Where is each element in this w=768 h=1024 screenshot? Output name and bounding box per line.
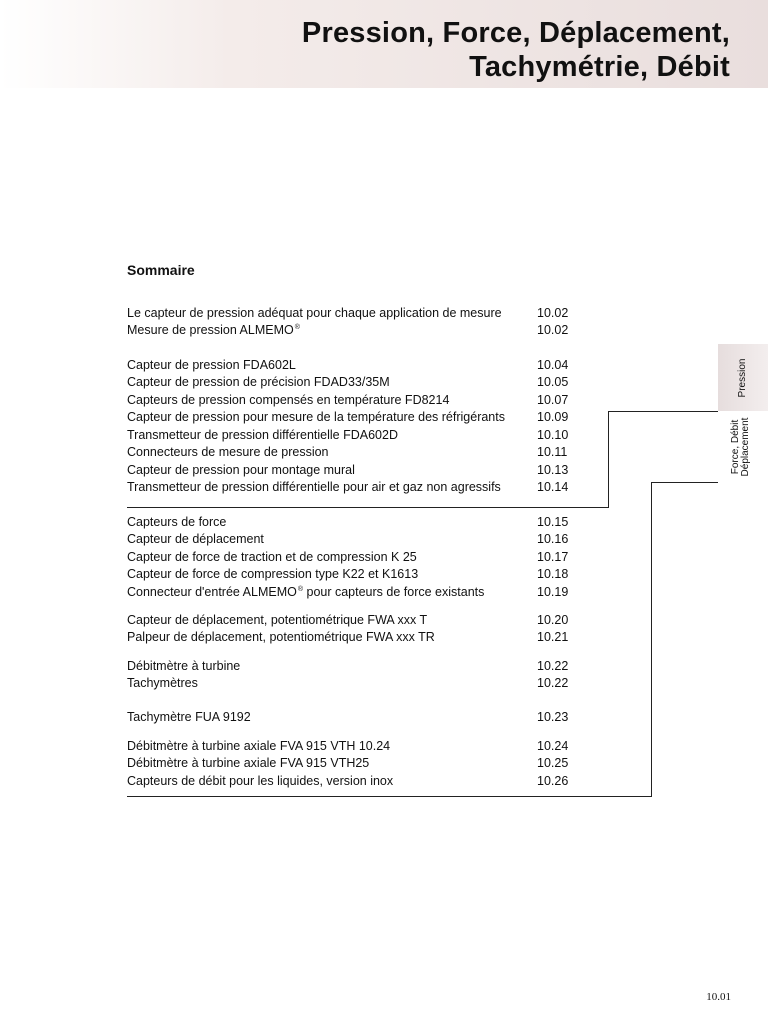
toc-page: 10.07 bbox=[537, 393, 569, 407]
section-bracket-pression bbox=[608, 411, 609, 508]
toc-label: Capteur de force de compression type K22 et K1613 bbox=[127, 567, 419, 581]
toc-label: Capteurs de débit pour les liquides, version inox bbox=[127, 774, 394, 788]
toc-page: 10.04 bbox=[537, 358, 569, 372]
toc-page: 10.22 bbox=[537, 676, 569, 690]
toc-page: 10.19 bbox=[537, 585, 569, 599]
section-divider-pression bbox=[127, 507, 608, 508]
side-tab-line-2: Déplacement bbox=[740, 417, 751, 477]
toc-label: Transmetteur de pression différentielle FDA602D bbox=[127, 428, 398, 442]
toc-label: Débitmètre à turbine axiale FVA 915 VTH25 bbox=[127, 756, 370, 770]
toc-label-text: Connecteur d'entrée ALMEMO bbox=[127, 585, 297, 599]
toc-page: 10.18 bbox=[537, 567, 569, 581]
toc-label: Capteur de force de traction et de compression K 25 bbox=[127, 550, 417, 564]
toc-label: Capteur de pression de précision FDAD33/35M bbox=[127, 375, 390, 389]
side-tab-line-1: Force, Débit bbox=[730, 419, 741, 475]
toc-page: 10.09 bbox=[537, 410, 569, 424]
registered-mark: ® bbox=[294, 324, 300, 331]
page-title-line-1: Pression, Force, Déplacement, bbox=[301, 17, 730, 49]
toc-page: 10.22 bbox=[537, 659, 569, 673]
toc-page: 10.13 bbox=[537, 463, 569, 477]
section-divider-force-debit bbox=[127, 796, 651, 797]
toc-page: 10.16 bbox=[537, 532, 569, 546]
toc-label: Capteur de pression pour montage mural bbox=[127, 463, 355, 477]
toc-label: Capteurs de pression compensés en température FD8214 bbox=[127, 393, 450, 407]
toc-label: Capteur de pression pour mesure de la température des réfrigérants bbox=[127, 410, 505, 424]
tab-connector-force-debit bbox=[651, 482, 718, 483]
registered-mark: ® bbox=[297, 586, 304, 593]
toc-label: Débitmètre à turbine bbox=[127, 659, 241, 673]
toc-label: Tachymètres bbox=[127, 676, 198, 690]
toc-page: 10.24 bbox=[537, 739, 569, 753]
side-tab-force-debit[interactable] bbox=[718, 412, 768, 482]
toc-page: 10.25 bbox=[537, 756, 569, 770]
toc-page: 10.05 bbox=[537, 375, 569, 389]
toc-page: 10.15 bbox=[537, 515, 569, 529]
toc-label: Capteur de pression FDA602L bbox=[127, 358, 296, 372]
toc-page: 10.10 bbox=[537, 428, 569, 442]
sommaire-heading: Sommaire bbox=[127, 262, 195, 278]
toc-page: 10.02 bbox=[537, 306, 569, 320]
page-number: 10.01 bbox=[706, 991, 731, 1003]
toc-page: 10.21 bbox=[537, 630, 569, 644]
toc-page: 10.20 bbox=[537, 613, 569, 627]
toc-label: Débitmètre à turbine axiale FVA 915 VTH 10.24 bbox=[127, 739, 391, 753]
toc-label: Capteurs de force bbox=[127, 515, 227, 529]
side-tab-force-debit-label bbox=[731, 410, 751, 484]
section-bracket-force-debit bbox=[651, 482, 652, 797]
toc-page: 10.23 bbox=[537, 710, 569, 724]
page-title-line-2: Tachymétrie, Débit bbox=[469, 51, 730, 83]
toc-label-text: Mesure de pression ALMEMO bbox=[127, 323, 294, 337]
toc-page: 10.02 bbox=[537, 323, 569, 337]
toc-label: Capteur de déplacement bbox=[127, 532, 264, 546]
tab-connector-pression bbox=[608, 411, 718, 412]
toc-label: Le capteur de pression adéquat pour chaque application de mesure bbox=[127, 306, 502, 320]
toc-label: Connecteurs de mesure de pression bbox=[127, 445, 329, 459]
toc-label bbox=[127, 323, 300, 337]
toc-label: Capteur de déplacement, potentiométrique FWA xxx T bbox=[127, 613, 428, 627]
toc-label bbox=[127, 585, 484, 599]
toc-label: Tachymètre FUA 9192 bbox=[127, 710, 251, 724]
side-tab-pression[interactable] bbox=[718, 344, 768, 411]
toc-page: 10.11 bbox=[537, 445, 568, 459]
toc-label: Palpeur de déplacement, potentiométrique FWA xxx TR bbox=[127, 630, 435, 644]
toc-page: 10.14 bbox=[537, 480, 569, 494]
toc-label: Transmetteur de pression différentielle pour air et gaz non agressifs bbox=[127, 480, 501, 494]
toc-label-tail: pour capteurs de force existants bbox=[303, 585, 485, 599]
toc-page: 10.26 bbox=[537, 774, 569, 788]
toc-page: 10.17 bbox=[537, 550, 569, 564]
side-tab-pression-label: Pression bbox=[737, 358, 748, 398]
